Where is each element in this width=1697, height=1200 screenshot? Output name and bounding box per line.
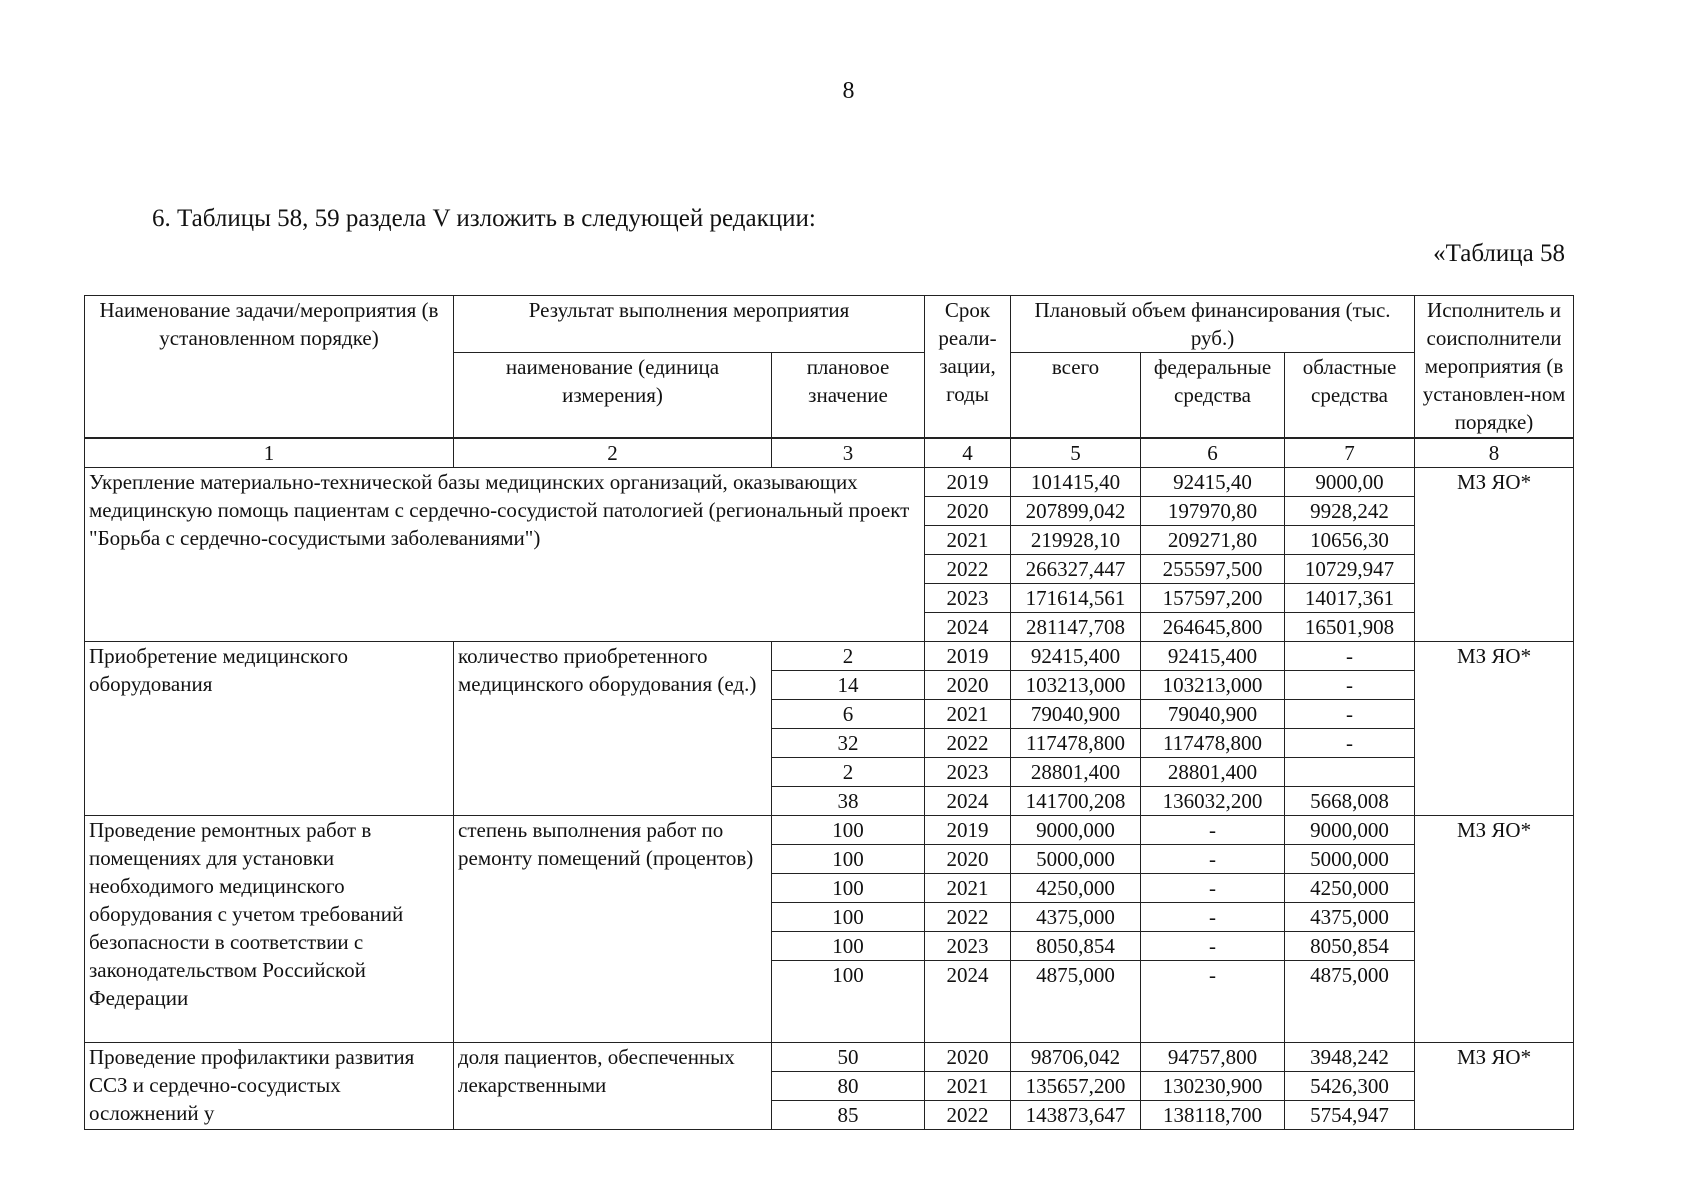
year-cell: 2021	[925, 526, 1011, 555]
year-cell: 2023	[925, 758, 1011, 787]
federal-cell: 117478,800	[1141, 729, 1285, 758]
regional-cell: 5754,947	[1285, 1101, 1415, 1130]
year-cell: 2023	[925, 932, 1011, 961]
federal-cell: 92415,400	[1141, 642, 1285, 671]
federal-cell: 103213,000	[1141, 671, 1285, 700]
column-number: 8	[1415, 438, 1574, 468]
federal-cell: 94757,800	[1141, 1043, 1285, 1072]
header-executor: Исполнитель и соисполнители мероприятия (в установлен-ном порядке)	[1415, 296, 1574, 439]
header-fin-federal: федеральные средства	[1141, 353, 1285, 439]
total-cell: 143873,647	[1011, 1101, 1141, 1130]
result-value: 80	[772, 1072, 925, 1101]
result-value: 2	[772, 642, 925, 671]
total-cell: 9000,000	[1011, 816, 1141, 845]
federal-cell: 28801,400	[1141, 758, 1285, 787]
result-name: степень выполнения работ по ремонту помещений (процентов)	[454, 816, 772, 1043]
regional-cell: 14017,361	[1285, 584, 1415, 613]
executor-cell: МЗ ЯО*	[1415, 816, 1574, 1043]
year-cell: 2022	[925, 1101, 1011, 1130]
task-name: Проведение профилактики развития ССЗ и сердечно-сосудистых осложнений у	[85, 1043, 454, 1130]
year-cell: 2021	[925, 700, 1011, 729]
total-cell: 135657,200	[1011, 1072, 1141, 1101]
year-cell: 2020	[925, 845, 1011, 874]
year-cell: 2022	[925, 555, 1011, 584]
total-cell: 28801,400	[1011, 758, 1141, 787]
year-cell: 2020	[925, 671, 1011, 700]
federal-cell: -	[1141, 874, 1285, 903]
column-number: 2	[454, 438, 772, 468]
executor-cell: МЗ ЯО*	[1415, 468, 1574, 642]
federal-cell: -	[1141, 903, 1285, 932]
result-value: 6	[772, 700, 925, 729]
total-cell: 281147,708	[1011, 613, 1141, 642]
total-cell: 98706,042	[1011, 1043, 1141, 1072]
federal-cell: 197970,80	[1141, 497, 1285, 526]
regional-cell: 10729,947	[1285, 555, 1415, 584]
page-number: 8	[842, 78, 855, 104]
result-value: 100	[772, 816, 925, 845]
year-cell: 2021	[925, 874, 1011, 903]
result-name: доля пациентов, обеспеченных лекарственными	[454, 1043, 772, 1130]
table-row	[85, 642, 1574, 671]
regional-cell	[1285, 758, 1415, 787]
federal-cell: 157597,200	[1141, 584, 1285, 613]
total-cell: 117478,800	[1011, 729, 1141, 758]
header-task: Наименование задачи/мероприятия (в установленном порядке)	[85, 296, 454, 439]
task-name: Проведение ремонтных работ в помещениях для установки необходимого медицинского оборудования с учетом требований безопасности в соответствии с законодательством Российской Федерации	[85, 816, 454, 1043]
task-name: Приобретение медицинского оборудования	[85, 642, 454, 816]
regional-cell: 9928,242	[1285, 497, 1415, 526]
regional-cell: -	[1285, 671, 1415, 700]
result-value: 85	[772, 1101, 925, 1130]
column-number: 4	[925, 438, 1011, 468]
federal-cell: 138118,700	[1141, 1101, 1285, 1130]
column-number: 5	[1011, 438, 1141, 468]
task-name: Укрепление материально-технической базы медицинских организаций, оказывающих медицинскую помощь пациентам с сердечно-сосудистой патологией (региональный проект "Борьба с сердечно-сосудистыми заболеваниями")	[85, 468, 925, 642]
regional-cell: 4250,000	[1285, 874, 1415, 903]
intro-text: 6. Таблицы 58, 59 раздела V изложить в следующей редакции:	[152, 205, 816, 232]
total-cell: 171614,561	[1011, 584, 1141, 613]
regional-cell: -	[1285, 729, 1415, 758]
federal-cell: 209271,80	[1141, 526, 1285, 555]
total-cell: 79040,900	[1011, 700, 1141, 729]
result-value: 14	[772, 671, 925, 700]
federal-cell: -	[1141, 845, 1285, 874]
table-row	[85, 1043, 1574, 1072]
regional-cell: -	[1285, 700, 1415, 729]
year-cell: 2022	[925, 729, 1011, 758]
federal-cell: -	[1141, 932, 1285, 961]
column-numbers-row	[85, 438, 1574, 468]
regional-cell: 5668,008	[1285, 787, 1415, 816]
year-cell: 2024	[925, 961, 1011, 1043]
regional-cell: 9000,000	[1285, 816, 1415, 845]
total-cell: 5000,000	[1011, 845, 1141, 874]
column-number: 1	[85, 438, 454, 468]
result-value: 100	[772, 903, 925, 932]
regional-cell: 9000,00	[1285, 468, 1415, 497]
federal-cell: 130230,900	[1141, 1072, 1285, 1101]
regional-cell: -	[1285, 642, 1415, 671]
year-cell: 2019	[925, 816, 1011, 845]
total-cell: 101415,40	[1011, 468, 1141, 497]
total-cell: 266327,447	[1011, 555, 1141, 584]
total-cell: 4250,000	[1011, 874, 1141, 903]
header-fin-regional: областные средства	[1285, 353, 1415, 439]
year-cell: 2021	[925, 1072, 1011, 1101]
regional-cell: 16501,908	[1285, 613, 1415, 642]
federal-cell: -	[1141, 961, 1285, 1043]
federal-cell: 136032,200	[1141, 787, 1285, 816]
column-number: 3	[772, 438, 925, 468]
total-cell: 219928,10	[1011, 526, 1141, 555]
regional-cell: 8050,854	[1285, 932, 1415, 961]
regional-cell: 5426,300	[1285, 1072, 1415, 1101]
executor-cell: МЗ ЯО*	[1415, 642, 1574, 816]
financing-table	[84, 295, 1574, 1130]
result-value: 100	[772, 874, 925, 903]
regional-cell: 10656,30	[1285, 526, 1415, 555]
table-row	[85, 468, 1574, 497]
total-cell: 8050,854	[1011, 932, 1141, 961]
total-cell: 207899,042	[1011, 497, 1141, 526]
regional-cell: 4375,000	[1285, 903, 1415, 932]
result-value: 32	[772, 729, 925, 758]
table-caption: «Таблица 58	[1433, 240, 1565, 267]
federal-cell: 264645,800	[1141, 613, 1285, 642]
federal-cell: 79040,900	[1141, 700, 1285, 729]
regional-cell: 5000,000	[1285, 845, 1415, 874]
year-cell: 2019	[925, 468, 1011, 497]
regional-cell: 3948,242	[1285, 1043, 1415, 1072]
table-row	[85, 816, 1574, 845]
total-cell: 92415,400	[1011, 642, 1141, 671]
federal-cell: -	[1141, 816, 1285, 845]
column-number: 6	[1141, 438, 1285, 468]
header-fin-total: всего	[1011, 353, 1141, 439]
header-row	[85, 296, 1574, 353]
header-result-value: плановое значение	[772, 353, 925, 439]
year-cell: 2024	[925, 613, 1011, 642]
year-cell: 2020	[925, 1043, 1011, 1072]
year-cell: 2020	[925, 497, 1011, 526]
regional-cell: 4875,000	[1285, 961, 1415, 1043]
result-value: 100	[772, 961, 925, 1043]
result-value: 100	[772, 932, 925, 961]
federal-cell: 92415,40	[1141, 468, 1285, 497]
result-name: количество приобретенного медицинского оборудования (ед.)	[454, 642, 772, 816]
total-cell: 4875,000	[1011, 961, 1141, 1043]
total-cell: 4375,000	[1011, 903, 1141, 932]
header-result-name: наименование (единица измерения)	[454, 353, 772, 439]
header-finance-group: Плановый объем финансирования (тыс. руб.)	[1011, 296, 1415, 353]
year-cell: 2023	[925, 584, 1011, 613]
result-value: 50	[772, 1043, 925, 1072]
executor-cell: МЗ ЯО*	[1415, 1043, 1574, 1130]
year-cell: 2019	[925, 642, 1011, 671]
result-value: 100	[772, 845, 925, 874]
year-cell: 2022	[925, 903, 1011, 932]
year-cell: 2024	[925, 787, 1011, 816]
column-number: 7	[1285, 438, 1415, 468]
result-value: 2	[772, 758, 925, 787]
header-result-group: Результат выполнения мероприятия	[454, 296, 925, 353]
total-cell: 141700,208	[1011, 787, 1141, 816]
total-cell: 103213,000	[1011, 671, 1141, 700]
result-value: 38	[772, 787, 925, 816]
federal-cell: 255597,500	[1141, 555, 1285, 584]
header-term: Срок реали-зации, годы	[925, 296, 1011, 439]
